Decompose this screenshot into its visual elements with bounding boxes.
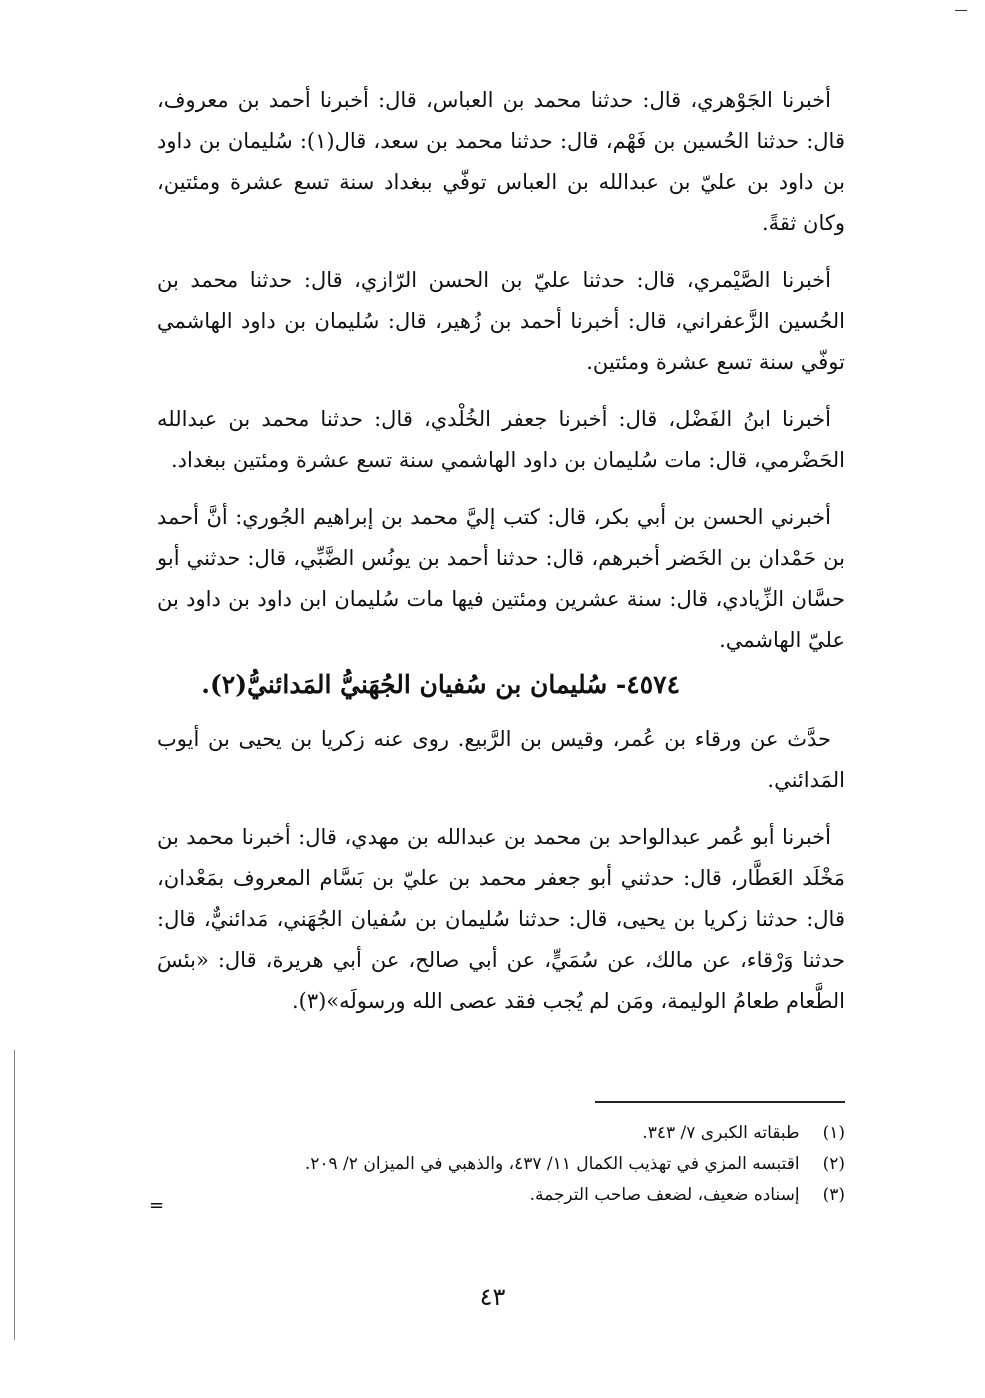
scan-edge-mark <box>955 10 967 11</box>
paragraph-3: أخبرنا ابنُ الفَضْل، قال: أخبرنا جعفر الخُلْدي، قال: حدثنا محمد بن عبدالله الحَضْرمي، قال: مات سُليمان بن داود الهاشمي سنة تسع عشرة ومئتين ببغداد. <box>157 407 845 472</box>
footnote-number: (٢) <box>822 1154 845 1174</box>
footnote <box>157 1118 845 1149</box>
entry-paragraph-2: أخبرنا أبو عُمر عبدالواحد بن محمد بن عبدالله بن مهدي، قال: أخبرنا محمد بن مَخْلَد العَطَّار، قال: حدثني أبو جعفر محمد بن عليّ بن بَسَّام المعروف بمَعْدان، قال: حدثنا زكريا بن يحيى، قال: حدثنا سُليمان بن سُفيان الجُهَني، مَدائنيٌّ، قال: حدثنا وَرْقاء، عن مالك، عن سُمَيٍّ، عن أبي صالح، عن أبي هريرة، قال: «بئسَ الطَّعام طعامُ الوليمة، ومَن لم يُجب فقد عصى الله ورسولَه»(٣). <box>157 825 845 1013</box>
paragraph-2: أخبرنا الصَّيْمري، قال: حدثنا عليّ بن الحسن الرّازي، قال: حدثنا محمد بن الحُسين الزَّعفراني، قال: أخبرنا أحمد بن زُهير، قال: سُليمان بن داود الهاشمي توفّي سنة تسع عشرة ومئتين. <box>157 268 845 374</box>
footnote-text: اقتبسه المزي في تهذيب الكمال ١١/ ٤٣٧، والذهبي في الميزان ٢/ ٢٠٩. <box>304 1154 800 1174</box>
footnote-text: إسناده ضعيف، لضعف صاحب الترجمة. <box>529 1185 800 1205</box>
continuation-mark: = <box>149 1195 165 1216</box>
paragraph-1: أخبرنا الجَوْهري، قال: حدثنا محمد بن العباس، قال: أخبرنا أحمد بن معروف، قال: حدثنا الحُسين بن فَهْم، قال: حدثنا محمد بن سعد، قال(١): سُليمان بن داود بن داود بن عليّ بن عبدالله بن العباس توفّي ببغداد سنة تسع عشرة ومئتين، وكان ثقةً. <box>157 88 845 235</box>
main-text <box>157 80 845 1038</box>
footnote <box>157 1149 845 1180</box>
paragraph-4: أخبرني الحسن بن أبي بكر، قال: كتب إليَّ محمد بن إبراهيم الجُوري: أنَّ أحمد بن حَمْدان بن الخَضر أخبرهم، قال: حدثنا أحمد بن يونُس الضَّبِّي، قال: حدثني أبو حسَّان الزِّيادي، قال: سنة عشرين ومئتين فيها مات سُليمان ابن داود بن داود بن عليّ الهاشمي. <box>157 505 845 652</box>
entry-heading: ٤٥٧٤- سُليمان بن سُفيان الجُهَنيُّ المَدائنيُّ(٢). <box>201 670 680 699</box>
page-number: ٤٣ <box>479 1283 506 1311</box>
footnote-number: (٣) <box>822 1185 845 1205</box>
footnote-text: طبقاته الكبرى ٧/ ٣٤٣. <box>642 1123 800 1143</box>
footnote-number: (١) <box>822 1123 845 1143</box>
entry-paragraph-1: حدَّث عن ورقاء بن عُمر، وقيس بن الرَّبيع. روى عنه زكريا بن يحيى بن أيوب المَدائني. <box>157 727 845 792</box>
footnotes <box>157 1118 845 1211</box>
footnote-divider <box>595 1101 845 1103</box>
footnote <box>157 1180 845 1211</box>
